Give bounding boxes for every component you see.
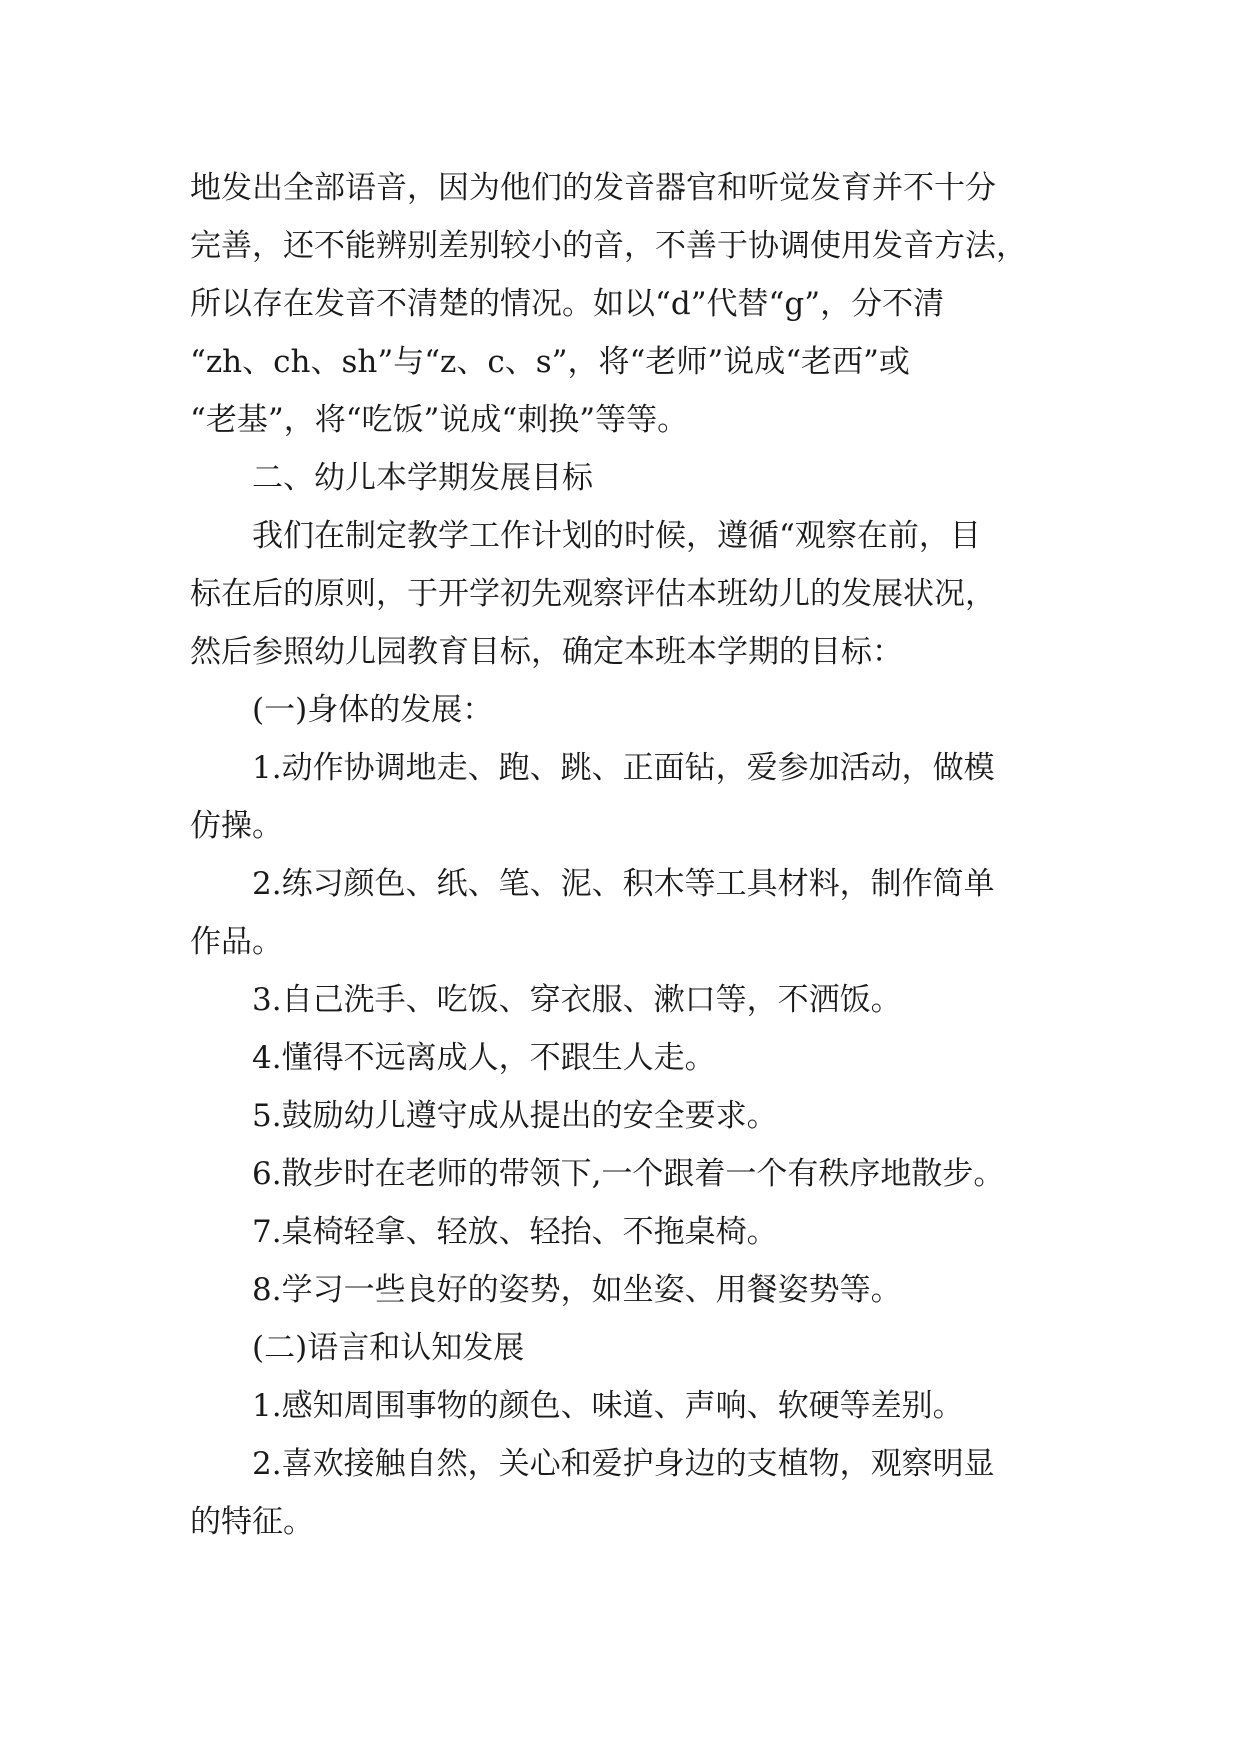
list-item: 2.喜欢接触自然，关心和爱护身边的支植物，观察明显 (252, 1446, 995, 1482)
text-line: 然后参照幼儿园教育目标，确定本班本学期的目标： (190, 634, 903, 670)
text-line: 地发出全部语音，因为他们的发音器官和听觉发育并不十分 (190, 170, 996, 206)
subsection-heading: (一)身体的发展： (252, 692, 494, 728)
text-line: 我们在制定教学工作计划的时候，遵循“观察在前，目 (252, 518, 981, 554)
text-line: 仿操。 (190, 808, 283, 844)
text-line: 标在后的原则，于开学初先观察评估本班幼儿的发展状况， (190, 576, 996, 612)
text-line: 的特征。 (190, 1504, 314, 1540)
text-line: 作品。 (190, 924, 283, 960)
list-item: 4.懂得不远离成人，不跟生人走。 (252, 1040, 716, 1076)
list-item: 3.自己洗手、吃饭、穿衣服、漱口等，不洒饭。 (252, 982, 902, 1018)
list-item: 6.散步时在老师的带领下,一个跟着一个有秩序地散步。 (252, 1156, 1005, 1192)
subsection-heading: (二)语言和认知发展 (252, 1330, 525, 1366)
section-heading: 二、幼儿本学期发展目标 (252, 460, 593, 496)
list-item: 5.鼓励幼儿遵守成从提出的安全要求。 (252, 1098, 778, 1134)
list-item: 7.桌椅轻拿、轻放、轻抬、不拖桌椅。 (252, 1214, 778, 1250)
list-item: 1.动作协调地走、跑、跳、正面钻，爱参加活动，做模 (252, 750, 995, 786)
text-line: 所以存在发音不清楚的情况。如以“d”代替“g”，分不清 (190, 286, 945, 322)
list-item: 2.练习颜色、纸、笔、泥、积木等工具材料，制作简单 (252, 866, 995, 902)
list-item: 8.学习一些良好的姿势，如坐姿、用餐姿势等。 (252, 1272, 902, 1308)
text-line: 完善，还不能辨别差别较小的音，不善于协调使用发音方法， (190, 228, 1027, 264)
list-item: 1.感知周围事物的颜色、味道、声响、软硬等差别。 (252, 1388, 964, 1424)
text-line: “zh、ch、sh”与“z、c、s”，将“老师”说成“老西”或 (190, 344, 910, 380)
text-line: “老基”，将“吃饭”说成“刺换”等等。 (190, 402, 689, 438)
